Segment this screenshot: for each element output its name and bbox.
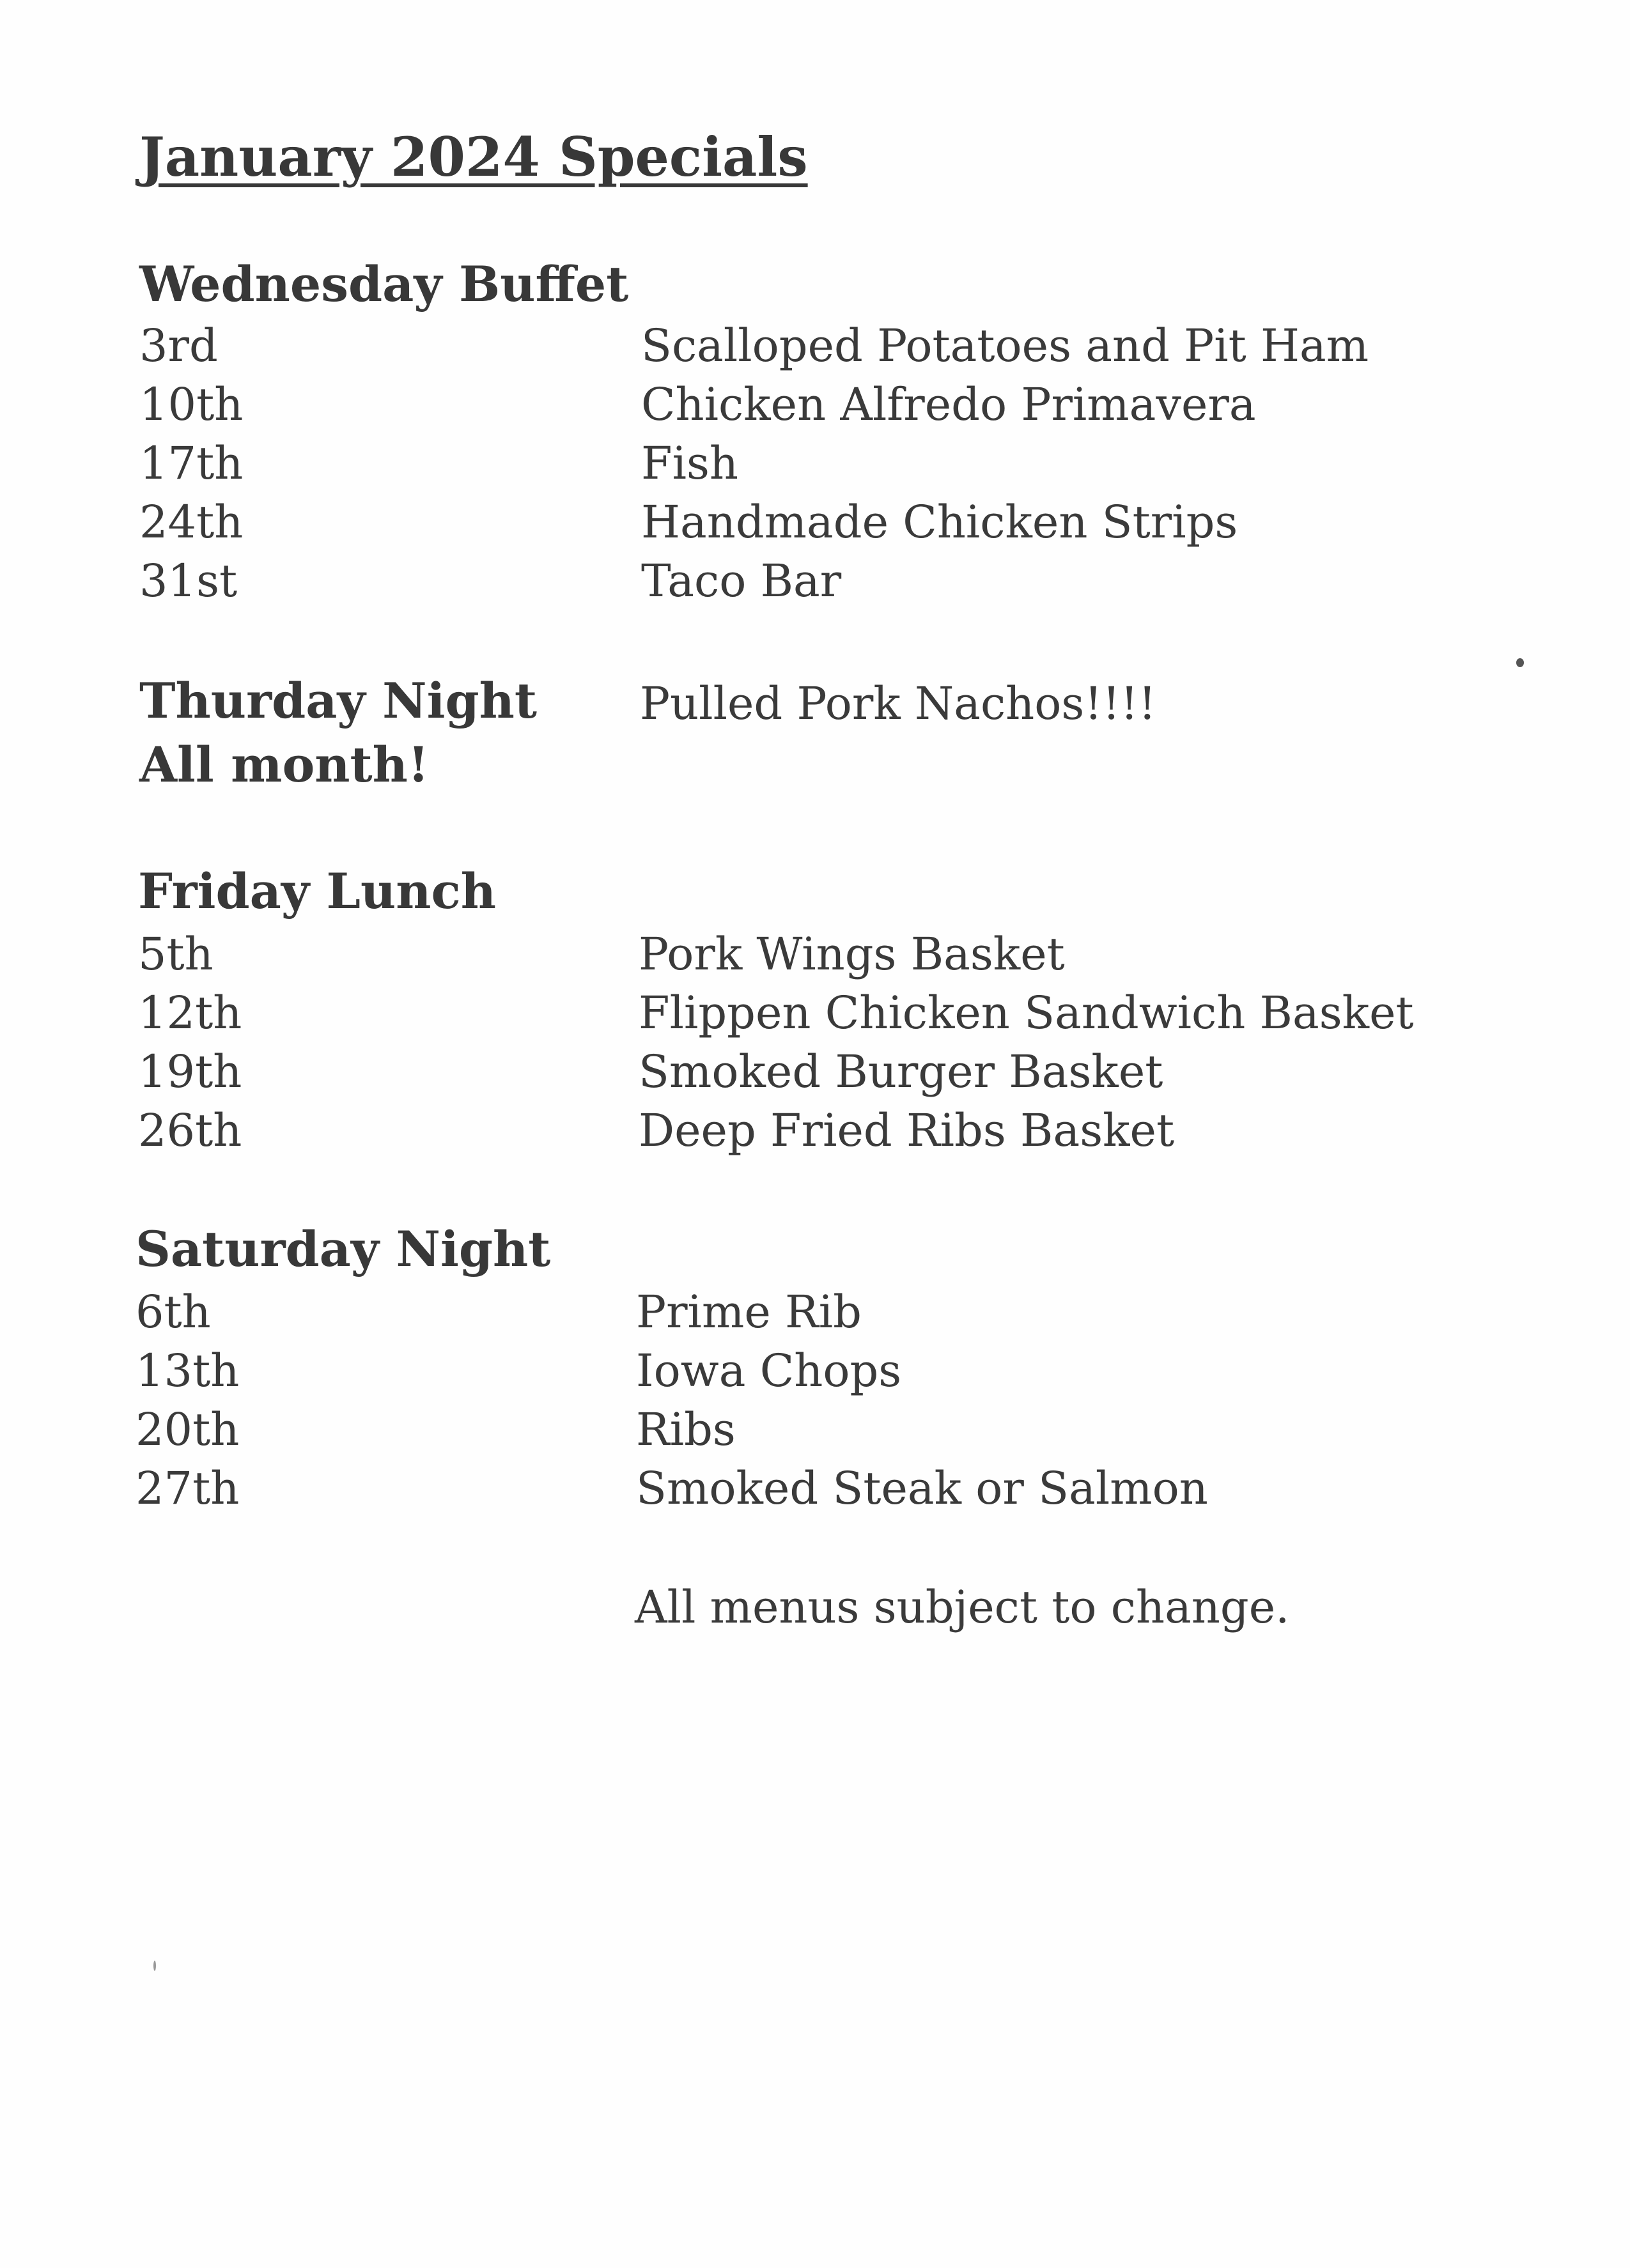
friday-date: 5th: [138, 928, 213, 980]
wednesday-date: 31st: [139, 555, 238, 607]
page-title: January 2024 Specials: [139, 125, 808, 189]
scan-speck: [153, 1961, 156, 1971]
friday-date: 12th: [138, 987, 242, 1039]
saturday-dish: Prime Rib: [636, 1286, 862, 1338]
saturday-dish: Iowa Chops: [636, 1345, 902, 1397]
friday-dish: Flippen Chicken Sandwich Basket: [639, 987, 1414, 1039]
saturday-date: 6th: [136, 1286, 211, 1338]
saturday-dish: Smoked Steak or Salmon: [636, 1462, 1208, 1515]
friday-lunch-heading: Friday Lunch: [138, 863, 497, 920]
friday-date: 26th: [138, 1104, 242, 1157]
thursday-dish: Pulled Pork Nachos!!!!: [640, 677, 1156, 730]
thursday-all-month-heading: All month!: [139, 736, 430, 793]
wednesday-dish: Taco Bar: [641, 555, 842, 607]
saturday-night-heading: Saturday Night: [136, 1221, 551, 1277]
menu-change-note: All menus subject to change.: [635, 1581, 1290, 1633]
wednesday-date: 10th: [139, 378, 244, 431]
friday-dish: Smoked Burger Basket: [639, 1045, 1163, 1098]
friday-date: 19th: [138, 1045, 242, 1098]
thursday-night-heading: Thurday Night: [139, 672, 537, 729]
scan-speck: [1516, 658, 1524, 667]
wednesday-dish: Scalloped Potatoes and Pit Ham: [641, 320, 1369, 372]
saturday-dish: Ribs: [636, 1403, 736, 1456]
friday-dish: Pork Wings Basket: [639, 928, 1065, 980]
wednesday-date: 3rd: [139, 320, 218, 372]
saturday-date: 20th: [136, 1403, 240, 1456]
wednesday-buffet-heading: Wednesday Buffet: [139, 256, 629, 312]
saturday-date: 27th: [136, 1462, 240, 1515]
wednesday-dish: Chicken Alfredo Primavera: [641, 378, 1256, 431]
wednesday-dish: Fish: [641, 437, 738, 490]
saturday-date: 13th: [136, 1345, 240, 1397]
wednesday-dish: Handmade Chicken Strips: [641, 496, 1238, 548]
friday-dish: Deep Fried Ribs Basket: [639, 1104, 1175, 1157]
wednesday-date: 17th: [139, 437, 244, 490]
wednesday-date: 24th: [139, 496, 244, 548]
